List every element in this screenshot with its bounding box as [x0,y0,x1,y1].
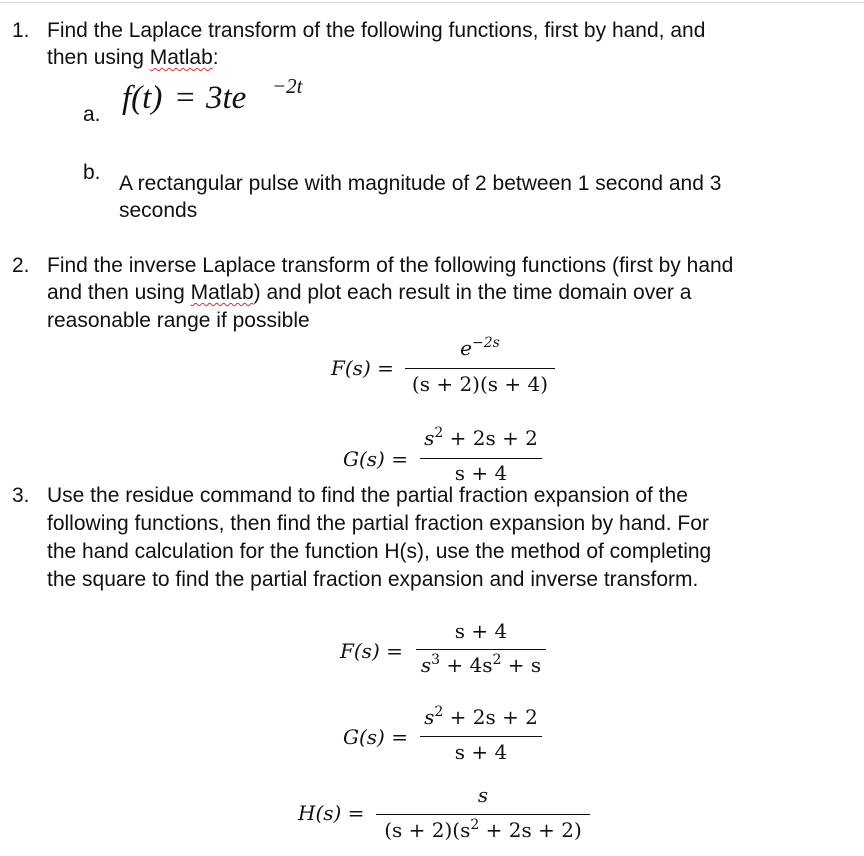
part-label: a. [83,103,101,126]
part-text-line: A rectangular pulse with magnitude of 2 between 1 second and 3 [119,172,722,195]
problem-number: 2. [12,254,30,277]
problem-text-line: the square to find the partial fraction expansion and inverse transform. [47,568,699,591]
problem-number: 1. [12,19,30,42]
part-text-line: seconds [119,199,198,222]
problem-text-line: Find the Laplace transform of the following functions, first by hand, and [47,19,706,42]
problem-text-line: reasonable range if possible [47,309,310,332]
page-top-border [0,2,864,3]
part-label: b. [83,161,101,184]
problem-text-line: Find the inverse Laplace transform of the following functions (first by hand [47,254,734,277]
spellcheck-word: Matlab [190,281,254,304]
problem-text-line: the hand calculation for the function H(s), use the method of completing [47,540,712,563]
problem-number: 3. [12,484,30,507]
problem-text-line: and then using Matlab) and plot each result in the time domain over a [47,281,692,304]
spellcheck-word: Matlab [149,46,213,69]
problem-text-line: Use the residue command to find the partial fraction expansion of the [47,484,688,507]
problem-text-line: following functions, then find the partial fraction expansion by hand. For [47,512,709,535]
problem-text-line: then using Matlab: [47,46,219,69]
